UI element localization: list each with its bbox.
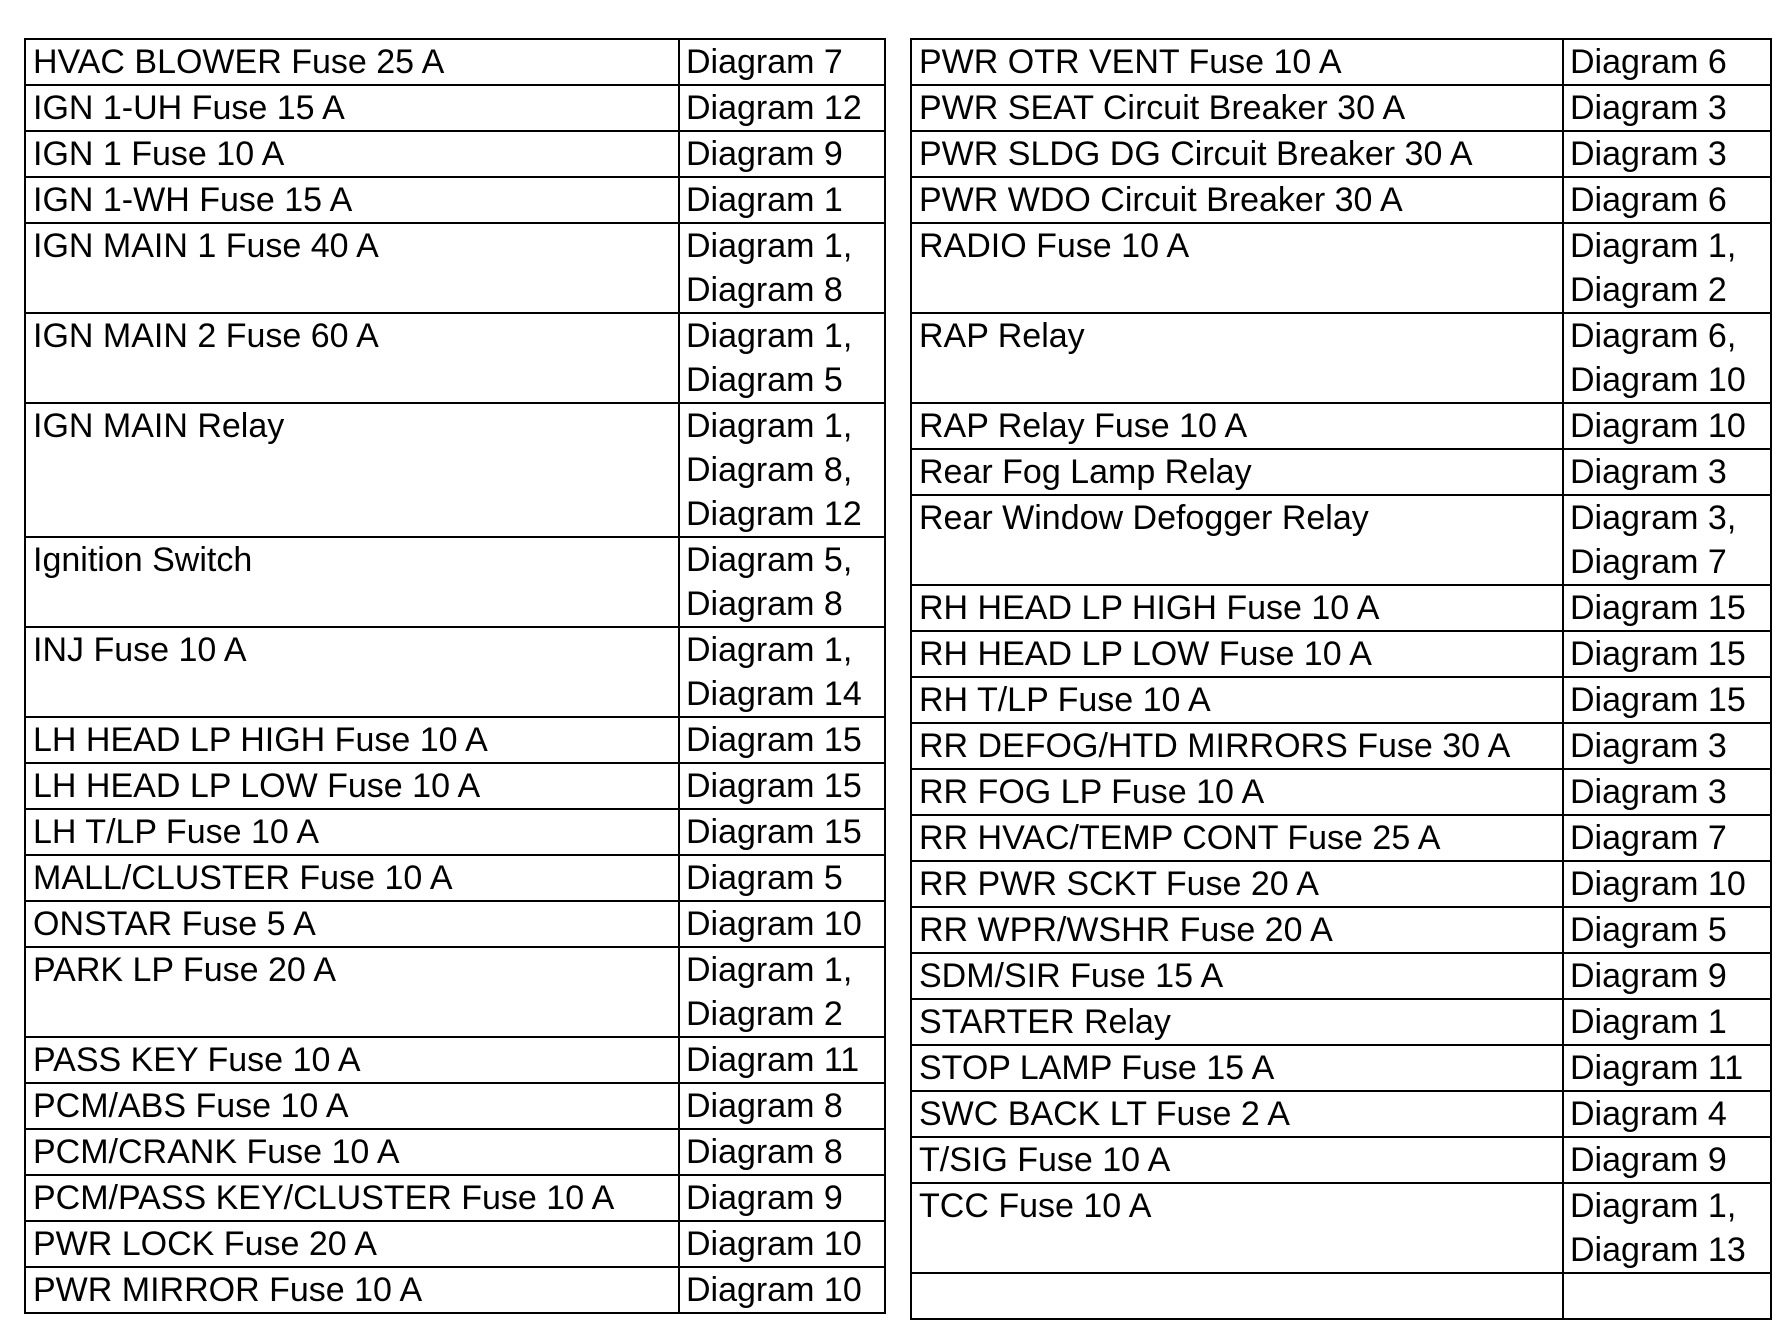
diagram-ref-line: Diagram 5 <box>686 361 843 399</box>
table-row <box>911 585 1771 631</box>
table-row <box>25 1129 885 1175</box>
component-name: SWC BACK LT Fuse 2 A <box>911 1091 1563 1137</box>
diagram-ref-line: Diagram 6 <box>1570 43 1727 81</box>
table-row <box>911 1137 1771 1183</box>
diagram-ref-line: Diagram 14 <box>686 675 862 713</box>
diagram-ref-line: Diagram 15 <box>1570 681 1746 719</box>
table-row <box>25 1221 885 1267</box>
table-row <box>25 1267 885 1313</box>
diagram-reference <box>679 809 885 855</box>
diagram-reference <box>1563 1045 1771 1091</box>
component-name: T/SIG Fuse 10 A <box>911 1137 1563 1183</box>
component-name: RH HEAD LP HIGH Fuse 10 A <box>911 585 1563 631</box>
diagram-ref-line: Diagram 11 <box>1570 1049 1744 1087</box>
diagram-reference <box>1563 861 1771 907</box>
diagram-ref-line: Diagram 10 <box>686 1271 862 1309</box>
diagram-reference <box>1563 585 1771 631</box>
component-name: IGN 1-WH Fuse 15 A <box>25 177 679 223</box>
component-name: PWR WDO Circuit Breaker 30 A <box>911 177 1563 223</box>
diagram-ref-line: Diagram 5 <box>1570 911 1727 949</box>
table-row <box>911 1045 1771 1091</box>
diagram-reference <box>1563 1091 1771 1137</box>
diagram-reference <box>1563 449 1771 495</box>
diagram-ref-line: Diagram 3 <box>1570 89 1727 127</box>
diagram-ref-line: Diagram 15 <box>686 721 862 759</box>
diagram-reference <box>679 763 885 809</box>
diagram-reference <box>679 223 885 313</box>
component-name: PWR OTR VENT Fuse 10 A <box>911 39 1563 85</box>
component-name: IGN MAIN Relay <box>25 403 679 537</box>
diagram-ref-line: Diagram 15 <box>1570 635 1746 673</box>
diagram-ref-line: Diagram 6, <box>1570 317 1737 355</box>
diagram-reference <box>1563 495 1771 585</box>
diagram-reference <box>1563 907 1771 953</box>
table-row <box>25 177 885 223</box>
component-name: INJ Fuse 10 A <box>25 627 679 717</box>
diagram-ref-line: Diagram 1 <box>686 181 843 219</box>
component-name <box>911 1273 1563 1319</box>
component-name: IGN MAIN 2 Fuse 60 A <box>25 313 679 403</box>
diagram-ref-line: Diagram 10 <box>1570 407 1746 445</box>
component-name: RAP Relay <box>911 313 1563 403</box>
component-name: RR WPR/WSHR Fuse 20 A <box>911 907 1563 953</box>
table-row <box>25 131 885 177</box>
component-name: RR PWR SCKT Fuse 20 A <box>911 861 1563 907</box>
table-row <box>911 313 1771 403</box>
diagram-ref-line: Diagram 9 <box>686 135 843 173</box>
diagram-ref-line: Diagram 1, <box>686 407 853 445</box>
table-row <box>25 223 885 313</box>
diagram-reference <box>679 313 885 403</box>
diagram-reference <box>679 717 885 763</box>
diagram-reference <box>1563 723 1771 769</box>
table-row <box>25 809 885 855</box>
component-name: HVAC BLOWER Fuse 25 A <box>25 39 679 85</box>
table-row <box>911 677 1771 723</box>
diagram-reference <box>679 1129 885 1175</box>
diagram-ref-line: Diagram 7 <box>1570 819 1727 857</box>
table-row <box>25 1037 885 1083</box>
diagram-ref-line: Diagram 1, <box>1570 1187 1737 1225</box>
component-name: MALL/CLUSTER Fuse 10 A <box>25 855 679 901</box>
diagram-reference <box>1563 769 1771 815</box>
diagram-ref-line: Diagram 3 <box>1570 773 1727 811</box>
table-row <box>911 1183 1771 1273</box>
diagram-ref-line: Diagram 2 <box>1570 271 1727 309</box>
fuse-diagram-index <box>24 38 1772 1320</box>
diagram-reference <box>679 39 885 85</box>
table-row <box>25 403 885 537</box>
component-name: RAP Relay Fuse 10 A <box>911 403 1563 449</box>
diagram-reference <box>679 947 885 1037</box>
component-name: Rear Fog Lamp Relay <box>911 449 1563 495</box>
component-name: RR FOG LP Fuse 10 A <box>911 769 1563 815</box>
diagram-ref-line: Diagram 3 <box>1570 135 1727 173</box>
diagram-reference <box>679 1267 885 1313</box>
diagram-reference <box>1563 223 1771 313</box>
diagram-ref-line: Diagram 3 <box>1570 727 1727 765</box>
component-name: STOP LAMP Fuse 15 A <box>911 1045 1563 1091</box>
table-row <box>25 901 885 947</box>
diagram-ref-line: Diagram 11 <box>686 1041 860 1079</box>
table-row <box>911 39 1771 85</box>
table-row <box>911 1273 1771 1319</box>
diagram-ref-line: Diagram 3, <box>1570 499 1737 537</box>
table-row <box>911 631 1771 677</box>
diagram-ref-line: Diagram 13 <box>1570 1231 1746 1269</box>
component-name: PCM/CRANK Fuse 10 A <box>25 1129 679 1175</box>
index-table-right-body <box>911 39 1771 1319</box>
diagram-ref-line: Diagram 4 <box>1570 1095 1727 1133</box>
component-name: LH HEAD LP HIGH Fuse 10 A <box>25 717 679 763</box>
component-name: RH HEAD LP LOW Fuse 10 A <box>911 631 1563 677</box>
table-row <box>911 815 1771 861</box>
diagram-reference <box>679 1175 885 1221</box>
index-table-left-body <box>25 39 885 1313</box>
diagram-ref-line: Diagram 2 <box>686 995 843 1033</box>
table-row <box>25 855 885 901</box>
table-row <box>911 953 1771 999</box>
diagram-ref-line: Diagram 15 <box>686 767 862 805</box>
component-name: PARK LP Fuse 20 A <box>25 947 679 1037</box>
component-name: IGN MAIN 1 Fuse 40 A <box>25 223 679 313</box>
diagram-reference <box>679 131 885 177</box>
component-name: Rear Window Defogger Relay <box>911 495 1563 585</box>
diagram-reference <box>679 537 885 627</box>
component-name: Ignition Switch <box>25 537 679 627</box>
table-row <box>25 85 885 131</box>
diagram-reference <box>679 1037 885 1083</box>
diagram-ref-line: Diagram 9 <box>1570 957 1727 995</box>
component-name: LH HEAD LP LOW Fuse 10 A <box>25 763 679 809</box>
diagram-ref-line: Diagram 3 <box>1570 453 1727 491</box>
table-row <box>911 403 1771 449</box>
diagram-reference <box>1563 631 1771 677</box>
component-name: IGN 1-UH Fuse 15 A <box>25 85 679 131</box>
table-row <box>25 537 885 627</box>
table-row <box>911 769 1771 815</box>
component-name: PWR SLDG DG Circuit Breaker 30 A <box>911 131 1563 177</box>
table-row <box>25 717 885 763</box>
diagram-ref-line: Diagram 10 <box>686 905 862 943</box>
diagram-reference <box>1563 999 1771 1045</box>
component-name: RR HVAC/TEMP CONT Fuse 25 A <box>911 815 1563 861</box>
diagram-reference <box>1563 815 1771 861</box>
diagram-ref-line: Diagram 9 <box>1570 1141 1727 1179</box>
diagram-ref-line: Diagram 1, <box>686 227 853 265</box>
diagram-ref-line: Diagram 15 <box>1570 589 1746 627</box>
index-table-left <box>24 38 886 1314</box>
component-name: SDM/SIR Fuse 15 A <box>911 953 1563 999</box>
table-row <box>911 723 1771 769</box>
component-name: RADIO Fuse 10 A <box>911 223 1563 313</box>
diagram-ref-line: Diagram 1, <box>1570 227 1737 265</box>
diagram-reference <box>679 177 885 223</box>
diagram-ref-line: Diagram 8 <box>686 1087 843 1125</box>
diagram-reference <box>679 1221 885 1267</box>
diagram-ref-line: Diagram 12 <box>686 89 862 127</box>
diagram-ref-line: Diagram 9 <box>686 1179 843 1217</box>
diagram-ref-line: Diagram 10 <box>686 1225 862 1263</box>
component-name: ONSTAR Fuse 5 A <box>25 901 679 947</box>
diagram-ref-line: Diagram 10 <box>1570 865 1746 903</box>
table-row <box>911 907 1771 953</box>
diagram-reference <box>679 855 885 901</box>
component-name: LH T/LP Fuse 10 A <box>25 809 679 855</box>
table-row <box>25 1175 885 1221</box>
component-name: RH T/LP Fuse 10 A <box>911 677 1563 723</box>
table-row <box>25 627 885 717</box>
diagram-reference <box>1563 85 1771 131</box>
diagram-ref-line: Diagram 1, <box>686 631 853 669</box>
component-name: PCM/PASS KEY/CLUSTER Fuse 10 A <box>25 1175 679 1221</box>
table-row <box>25 763 885 809</box>
table-row <box>25 39 885 85</box>
diagram-reference <box>679 901 885 947</box>
diagram-reference <box>1563 677 1771 723</box>
component-name: STARTER Relay <box>911 999 1563 1045</box>
diagram-reference <box>1563 953 1771 999</box>
diagram-reference <box>1563 177 1771 223</box>
diagram-reference <box>1563 39 1771 85</box>
index-table-right <box>910 38 1772 1320</box>
diagram-ref-line: Diagram 5, <box>686 541 853 579</box>
diagram-ref-line: Diagram 1, <box>686 951 853 989</box>
table-row <box>911 223 1771 313</box>
component-name: PWR SEAT Circuit Breaker 30 A <box>911 85 1563 131</box>
table-row <box>911 131 1771 177</box>
table-row <box>911 495 1771 585</box>
diagram-ref-line: Diagram 6 <box>1570 181 1727 219</box>
component-name: PWR MIRROR Fuse 10 A <box>25 1267 679 1313</box>
diagram-ref-line <box>1570 1274 1770 1318</box>
diagram-ref-line: Diagram 7 <box>1570 543 1727 581</box>
diagram-reference <box>679 627 885 717</box>
diagram-ref-line: Diagram 8 <box>686 1133 843 1171</box>
diagram-ref-line: Diagram 8, <box>686 451 853 489</box>
table-row <box>911 177 1771 223</box>
table-row <box>25 313 885 403</box>
diagram-reference <box>1563 1273 1771 1319</box>
component-name: TCC Fuse 10 A <box>911 1183 1563 1273</box>
component-name: PASS KEY Fuse 10 A <box>25 1037 679 1083</box>
diagram-reference <box>1563 1137 1771 1183</box>
diagram-reference <box>1563 1183 1771 1273</box>
diagram-ref-line: Diagram 1 <box>1570 1003 1727 1041</box>
component-name: IGN 1 Fuse 10 A <box>25 131 679 177</box>
diagram-ref-line: Diagram 1, <box>686 317 853 355</box>
component-name: PCM/ABS Fuse 10 A <box>25 1083 679 1129</box>
component-name: PWR LOCK Fuse 20 A <box>25 1221 679 1267</box>
diagram-ref-line: Diagram 8 <box>686 271 843 309</box>
table-row <box>25 1083 885 1129</box>
diagram-reference <box>1563 403 1771 449</box>
table-row <box>911 999 1771 1045</box>
table-row <box>25 947 885 1037</box>
diagram-reference <box>1563 131 1771 177</box>
table-row <box>911 1091 1771 1137</box>
diagram-ref-line: Diagram 15 <box>686 813 862 851</box>
table-row <box>911 85 1771 131</box>
diagram-ref-line: Diagram 10 <box>1570 361 1746 399</box>
diagram-ref-line: Diagram 5 <box>686 859 843 897</box>
table-row <box>911 449 1771 495</box>
diagram-reference <box>679 403 885 537</box>
diagram-reference <box>679 1083 885 1129</box>
table-row <box>911 861 1771 907</box>
diagram-ref-line: Diagram 12 <box>686 495 862 533</box>
diagram-reference <box>679 85 885 131</box>
diagram-ref-line: Diagram 8 <box>686 585 843 623</box>
diagram-reference <box>1563 313 1771 403</box>
diagram-ref-line: Diagram 7 <box>686 43 843 81</box>
component-name: RR DEFOG/HTD MIRRORS Fuse 30 A <box>911 723 1563 769</box>
